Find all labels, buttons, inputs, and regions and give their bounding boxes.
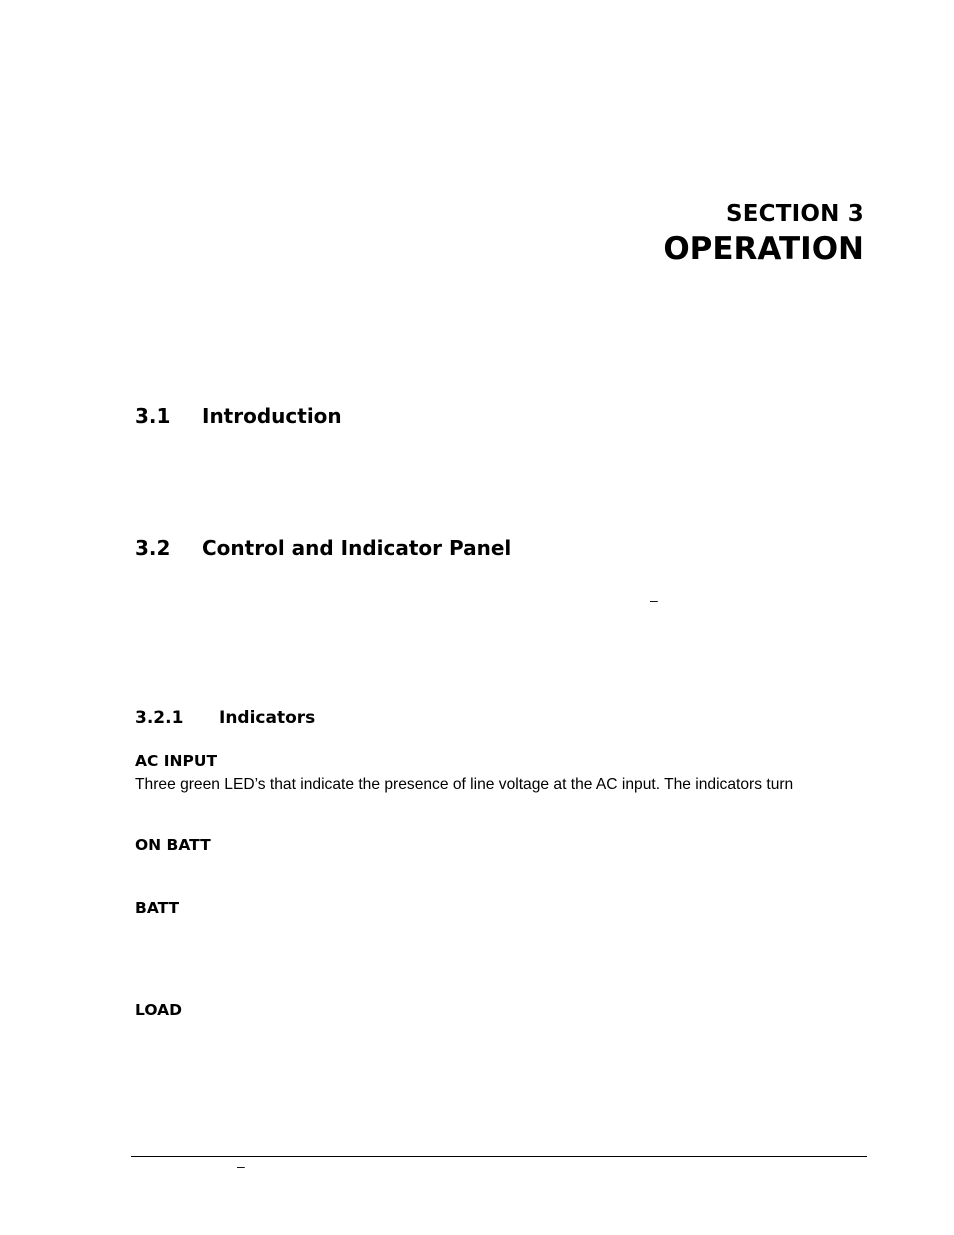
heading-number: 3.2.1 (135, 708, 184, 728)
footer-divider (131, 1156, 867, 1157)
paragraph-ac-input: Three green LED’s that indicate the presence of line voltage at the AC input. The indicators turn (135, 776, 794, 793)
text-fragment-dash: – (650, 592, 658, 608)
term-on-batt: ON BATT (135, 836, 211, 854)
heading-text: Introduction (202, 404, 342, 428)
term-ac-input: AC INPUT (135, 752, 218, 770)
heading-text: Control and Indicator Panel (202, 536, 512, 560)
heading-number: 3.1 (135, 404, 171, 428)
section-title: OPERATION (663, 231, 864, 267)
heading-number: 3.2 (135, 536, 171, 560)
heading-control-indicator-panel (135, 536, 511, 560)
heading-indicators (135, 708, 315, 728)
term-batt: BATT (135, 899, 180, 917)
section-label: SECTION 3 (725, 201, 864, 227)
footer-dash: – (237, 1158, 245, 1174)
heading-text: Indicators (219, 708, 316, 728)
term-load: LOAD (135, 1001, 182, 1019)
heading-introduction (135, 404, 342, 428)
